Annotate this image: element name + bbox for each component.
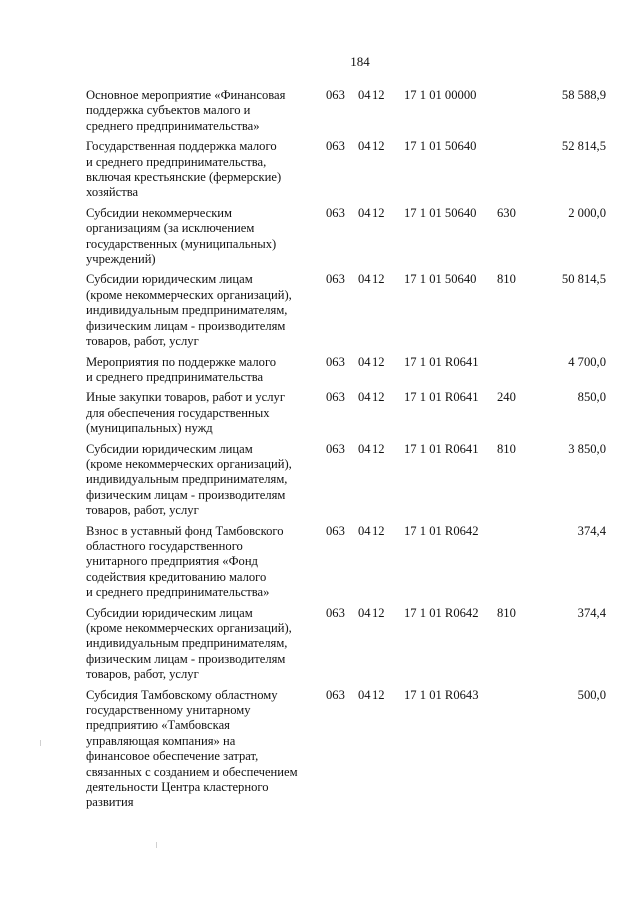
row-name: [86, 688, 314, 811]
row-name-line: связанных с созданием и обеспечением: [86, 764, 298, 779]
subsection-code: 12: [372, 272, 385, 287]
expense-type-code: 810: [497, 441, 516, 456]
row-name-line: физическим лицам - производителям: [86, 651, 286, 666]
row-name-line: финансовое обеспечение затрат,: [86, 749, 259, 764]
row-name-line: (кроме некоммерческих организаций),: [86, 287, 292, 302]
section-code: 04: [358, 139, 371, 154]
expense-type-code: 810: [497, 605, 516, 620]
row-name-line: товаров, работ, услуг: [86, 334, 199, 349]
section-code: 04: [358, 441, 371, 456]
section-code: 04: [358, 605, 371, 620]
ministry-code: 063: [326, 523, 345, 538]
row-name: [86, 355, 314, 386]
ministry-code: 063: [326, 687, 345, 702]
subsection-code: 12: [372, 687, 385, 702]
row-name-line: управляющая компания» на: [86, 733, 236, 748]
ministry-code: 063: [326, 354, 345, 369]
section-code: 04: [358, 88, 371, 102]
row-name-line: унитарного предприятия «Фонд: [86, 554, 258, 569]
target-article-code: 17 1 01 50640: [404, 139, 477, 154]
row-name-line: (кроме некоммерческих организаций),: [86, 621, 292, 635]
target-article-code: 17 1 01 50640: [404, 205, 477, 220]
row-name-line: Основное мероприятие «Финансовая: [86, 88, 286, 102]
row-name-line: физическим лицам - производителям: [86, 318, 286, 333]
row-name-line: предприятию «Тамбовская: [86, 718, 230, 733]
amount: 374,4: [577, 605, 606, 620]
row-name-line: индивидуальным предпринимателям,: [86, 636, 288, 651]
subsection-code: 12: [372, 523, 385, 538]
table-row: [86, 390, 606, 436]
ministry-code: 063: [326, 88, 345, 102]
ministry-code: 063: [326, 205, 345, 220]
section-code: 04: [358, 390, 371, 405]
row-name-line: учреждений): [86, 252, 156, 267]
ministry-code: 063: [326, 272, 345, 287]
amount: 50 814,5: [561, 272, 606, 287]
row-name-line: Государственная поддержка малого: [86, 139, 277, 154]
row-name-line: государственному унитарному: [86, 703, 251, 718]
row-name-line: товаров, работ, услуг: [86, 503, 199, 518]
expense-type-code: 630: [497, 205, 516, 220]
amount: 52 814,5: [561, 139, 606, 154]
subsection-code: 12: [372, 441, 385, 456]
row-name-line: содействия кредитованию малого: [86, 569, 267, 584]
row-name-line: Субсидия Тамбовскому областному: [86, 687, 278, 702]
amount: 374,4: [577, 523, 606, 538]
table-row: [86, 355, 606, 386]
section-code: 04: [358, 272, 371, 287]
table-row: [86, 688, 606, 811]
row-name-line: областного государственного: [86, 538, 243, 553]
amount: 850,0: [577, 390, 606, 405]
row-name: [86, 524, 314, 601]
scan-mark: [40, 740, 41, 746]
row-name: [86, 442, 314, 519]
row-name: [86, 139, 314, 201]
page-number: 184: [350, 54, 370, 69]
ministry-code: 063: [326, 605, 345, 620]
row-name-line: и среднего предпринимательства,: [86, 154, 267, 169]
row-name-line: (муниципальных) нужд: [86, 421, 213, 436]
row-name-line: индивидуальным предпринимателям,: [86, 472, 288, 487]
row-name-line: Субсидии юридическим лицам: [86, 272, 253, 287]
section-code: 04: [358, 687, 371, 702]
subsection-code: 12: [372, 390, 385, 405]
target-article-code: 17 1 01 50640: [404, 272, 477, 287]
section-code: 04: [358, 205, 371, 220]
row-name-line: товаров, работ, услуг: [86, 667, 199, 682]
target-article-code: 17 1 01 R0641: [404, 354, 479, 369]
row-name-line: (кроме некоммерческих организаций),: [86, 456, 292, 471]
row-name-line: развития: [86, 795, 134, 810]
row-name-line: деятельности Центра кластерного: [86, 780, 269, 795]
table-row: [86, 442, 606, 519]
row-name-line: индивидуальным предпринимателям,: [86, 303, 288, 318]
table-row: [86, 88, 606, 134]
budget-table: [86, 88, 606, 816]
section-code: 04: [358, 523, 371, 538]
row-name-line: организациям (за исключением: [86, 221, 255, 236]
target-article-code: 17 1 01 R0642: [404, 523, 479, 538]
ministry-code: 063: [326, 441, 345, 456]
row-name-line: среднего предпринимательства»: [86, 118, 260, 133]
row-name-line: поддержка субъектов малого и: [86, 103, 251, 118]
amount: 2 000,0: [568, 205, 606, 220]
subsection-code: 12: [372, 88, 385, 102]
row-name: [86, 272, 314, 349]
subsection-code: 12: [372, 205, 385, 220]
scan-mark: [156, 842, 157, 848]
table-row: [86, 524, 606, 601]
ministry-code: 063: [326, 139, 345, 154]
amount: 500,0: [577, 687, 606, 702]
row-name-line: Субсидии юридическим лицам: [86, 605, 253, 620]
table-row: [86, 206, 606, 268]
row-name-line: и среднего предпринимательства: [86, 369, 264, 384]
ministry-code: 063: [326, 390, 345, 405]
target-article-code: 17 1 01 R0641: [404, 441, 479, 456]
row-name-line: и среднего предпринимательства»: [86, 585, 270, 600]
expense-type-code: 810: [497, 272, 516, 287]
row-name: [86, 206, 314, 268]
row-name-line: включая крестьянские (фермерские): [86, 170, 282, 185]
row-name-line: Мероприятия по поддержке малого: [86, 354, 277, 369]
expense-type-code: 240: [497, 390, 516, 405]
row-name-line: хозяйства: [86, 185, 139, 200]
table-row: [86, 272, 606, 349]
amount: 4 700,0: [568, 354, 606, 369]
row-name-line: Субсидии юридическим лицам: [86, 441, 253, 456]
row-name-line: Взнос в уставный фонд Тамбовского: [86, 523, 284, 538]
row-name-line: для обеспечения государственных: [86, 405, 270, 420]
target-article-code: 17 1 01 00000: [404, 88, 477, 102]
target-article-code: 17 1 01 R0641: [404, 390, 479, 405]
target-article-code: 17 1 01 R0643: [404, 687, 479, 702]
row-name: [86, 88, 314, 134]
table-row: [86, 606, 606, 683]
table-row: [86, 139, 606, 201]
row-name: [86, 606, 314, 683]
row-name-line: физическим лицам - производителям: [86, 487, 286, 502]
row-name-line: Иные закупки товаров, работ и услуг: [86, 390, 286, 405]
subsection-code: 12: [372, 139, 385, 154]
row-name-line: Субсидии некоммерческим: [86, 205, 233, 220]
amount: 3 850,0: [568, 441, 606, 456]
subsection-code: 12: [372, 354, 385, 369]
row-name: [86, 390, 314, 436]
subsection-code: 12: [372, 605, 385, 620]
row-name-line: государственных (муниципальных): [86, 236, 277, 251]
target-article-code: 17 1 01 R0642: [404, 605, 479, 620]
section-code: 04: [358, 354, 371, 369]
amount: 58 588,9: [561, 88, 606, 102]
